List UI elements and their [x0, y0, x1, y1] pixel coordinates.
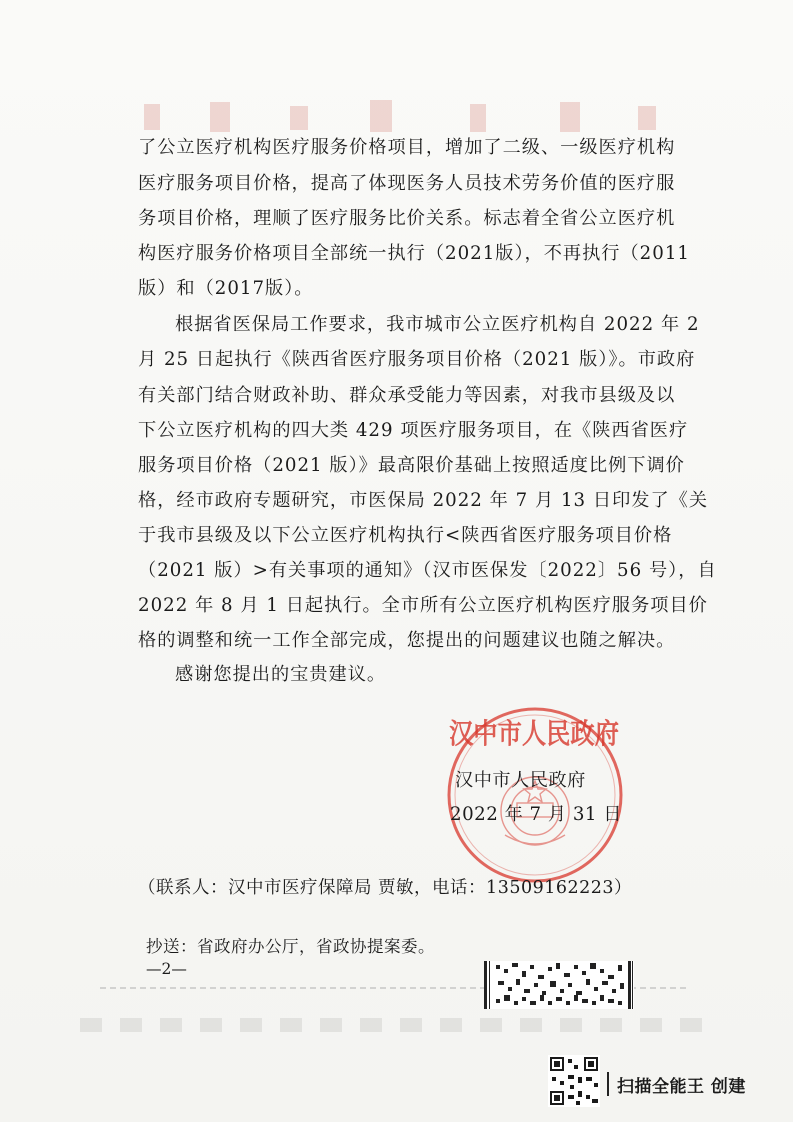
body-line-11: 格，经市政府专题研究，市医保局 2022 年 7 月 13 日印发了《关	[138, 490, 709, 511]
bleed-through-marks	[140, 96, 660, 138]
body-line-2: 医疗服务项目价格，提高了体现医务人员技术劳务价值的医疗服	[138, 173, 676, 194]
body-line-3: 务项目价格，理顺了医疗服务比价关系。标志着全省公立医疗机	[138, 208, 676, 229]
body-line-6: 根据省医保局工作要求，我市城市公立医疗机构自 2022 年 2	[175, 314, 700, 335]
body-line-10: 服务项目价格（2021 版）》最高限价基础上按照适度比例下调价	[138, 455, 685, 476]
signature-org: 汉中市人民政府	[455, 770, 586, 791]
body-line-9: 下公立医疗机构的四大类 429 项医疗服务项目，在《陕西省医疗	[138, 420, 689, 441]
official-seal	[443, 703, 627, 887]
separator	[607, 1072, 609, 1096]
body-line-5: 版）和（2017版）。	[138, 278, 314, 299]
body-line-12: 于我市县级及以下公立医疗机构执行<陕西省医疗服务项目价格	[138, 525, 673, 546]
body-line-15: 格的调整和统一工作全部完成，您提出的问题建议也随之解决。	[138, 630, 676, 651]
signature-date: 2022 年 7 月 31 日	[450, 804, 622, 825]
seal-text: 汉中市人民政府	[449, 717, 619, 750]
barcode-icon	[484, 961, 634, 1009]
body-line-13: （2021 版）>有关事项的通知》（汉市医保发〔2022〕56 号），自	[138, 560, 717, 581]
body-line-7: 月 25 日起执行《陕西省医疗服务项目价格（2021 版）》。市政府	[138, 349, 696, 370]
body-line-14: 2022 年 8 月 1 日起执行。全市所有公立医疗机构医疗服务项目价	[138, 595, 708, 616]
qr-code-icon	[548, 1055, 600, 1107]
page-number: —2—	[146, 960, 187, 978]
body-line-8: 有关部门结合财政补助、群众承受能力等因素，对我市县级及以	[138, 385, 676, 406]
body-line-16: 感谢您提出的宝贵建议。	[175, 664, 387, 685]
body-line-1: 了公立医疗机构医疗服务价格项目，增加了二级、一级医疗机构	[138, 137, 676, 158]
contact-info: （联系人：汉中市医疗保障局 贾敏，电话：13509162223）	[138, 878, 633, 898]
bleed-through-marks-bottom	[80, 1018, 720, 1032]
cc-line: 抄送：省政府办公厅，省政协提案委。	[146, 937, 435, 956]
scanner-watermark: 扫描全能王 创建	[617, 1077, 746, 1097]
body-line-4: 构医疗服务价格项目全部统一执行（2021版），不再执行（2011	[138, 243, 690, 264]
